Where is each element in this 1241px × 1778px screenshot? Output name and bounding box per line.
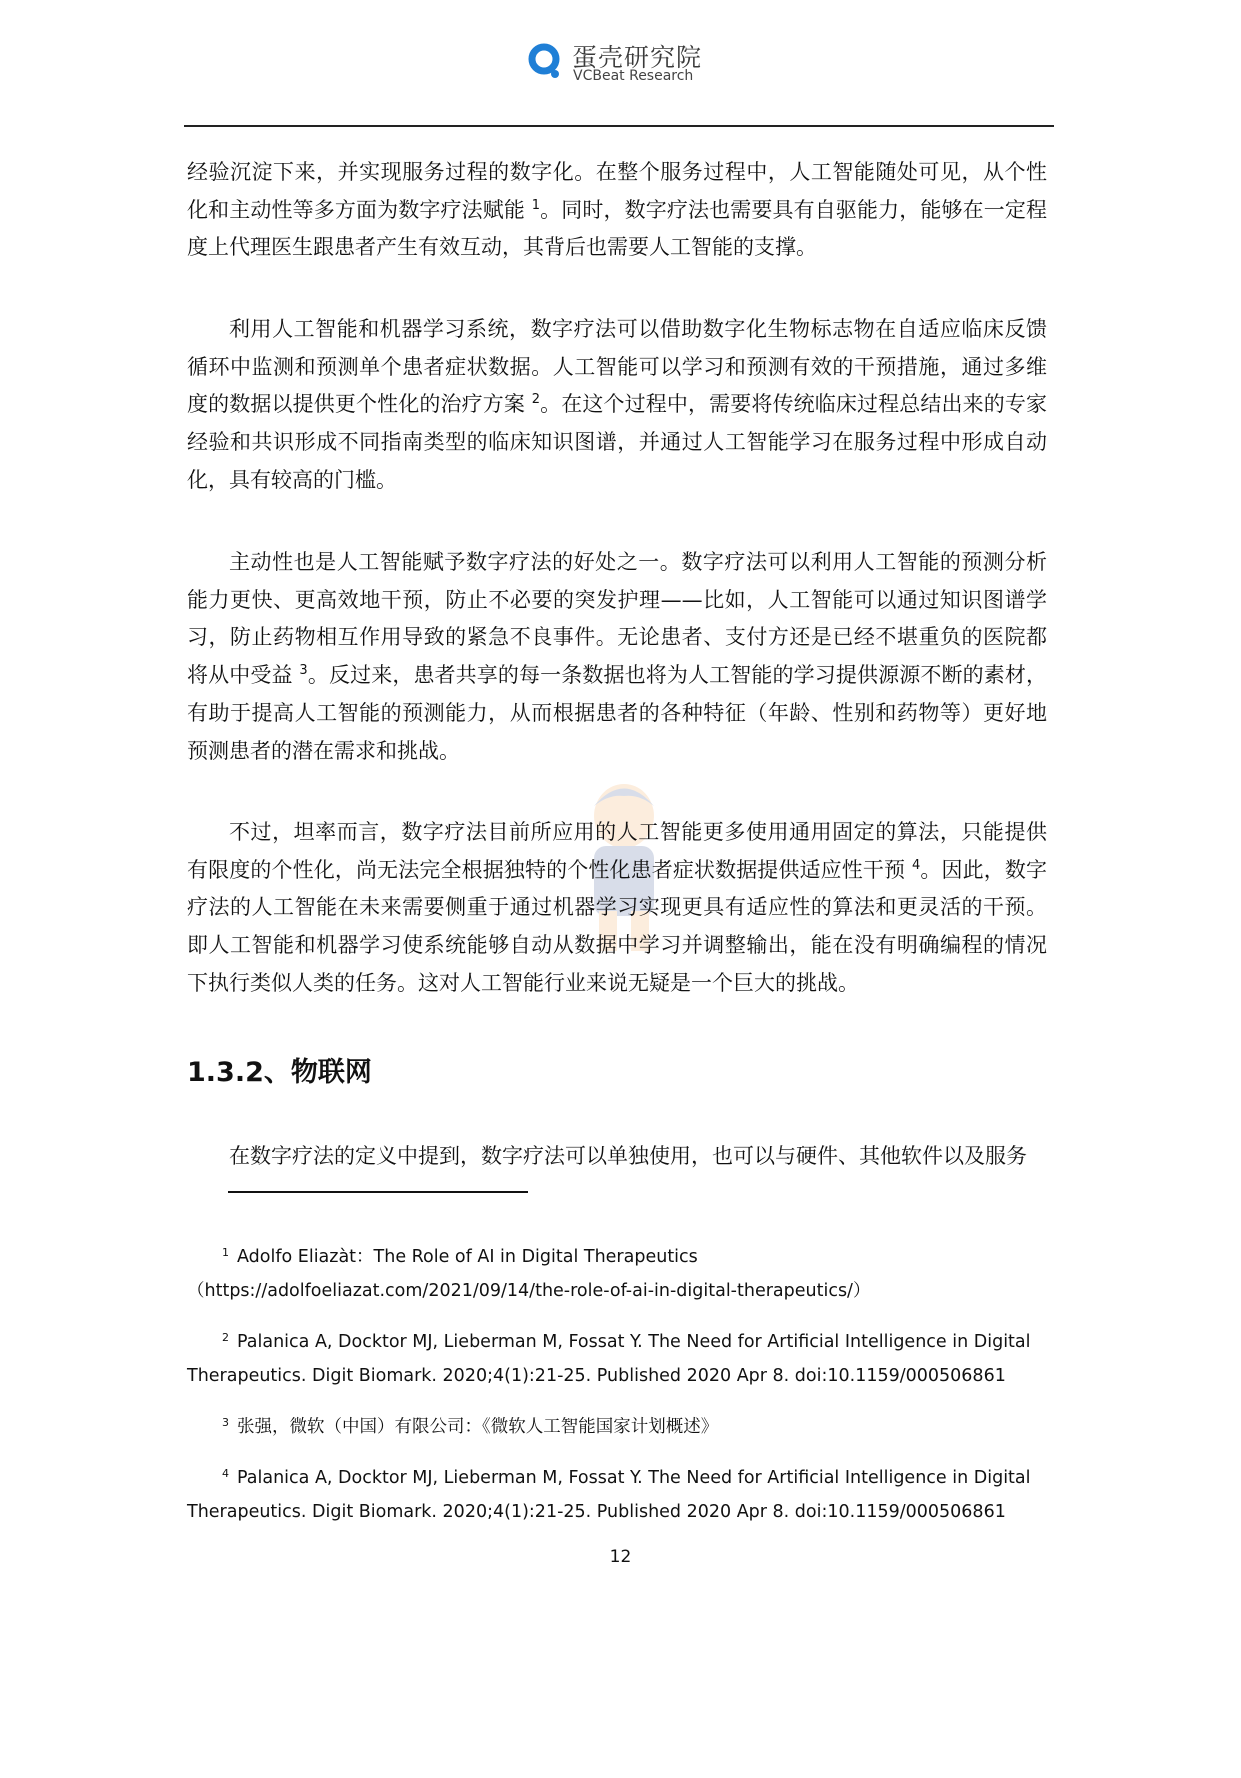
footnote-ref: 1 <box>531 197 541 213</box>
footnote-text: Palanica A, Docktor MJ, Lieberman M, Fossat Y. The Need for Artificial Intelligence in Digital Therapeutics. Digit Biomark. 2020;4(1):21-25. Published 2020 Apr 8. doi:10.1159/000506861 <box>187 1468 1031 1522</box>
body-paragraph: 不过，坦率而言，数字疗法目前所应用的人工智能更多使用通用固定的算法，只能提供有限度的个性化，尚无法完全根据独特的个性化患者症状数据提供适应性干预 $^4$。因此，数字疗法的人工智能在未来需要侧重于通过机器学习实现更具有适应性的算法和更灵活的干预。即人工智能和机器学习使系统能够自动从数据中学习并调整输出，能在没有明确编程的情况下执行类似人类的任务。这对人工智能行业来说无疑是一个巨大的挑战。 <box>187 820 1047 995</box>
footnote-divider <box>228 1191 528 1193</box>
body-paragraph: 在数字疗法的定义中提到，数字疗法可以单独使用，也可以与硬件、其他软件以及服务 <box>229 1144 1027 1168</box>
footnote <box>187 1325 1047 1393</box>
footnote-ref: 2 <box>531 392 541 408</box>
footnote-number: 2 <box>222 1331 229 1344</box>
footnote-ref: 4 <box>911 857 921 873</box>
footnote-ref: 3 <box>299 663 308 679</box>
footnote-number: 4 <box>222 1467 229 1480</box>
logo-text-cn: 蛋壳研究院 <box>572 43 703 72</box>
page-number: 12 <box>609 1547 632 1567</box>
footnote-number: 3 <box>222 1416 229 1429</box>
footnote-text: Adolfo Eliazàt：The Role of AI in Digital Therapeutics （https://adolfoeliazat.com/2021/09/14/the-role-of-ai-in-digital-therapeutics/） <box>187 1247 871 1301</box>
footnote-number: 1 <box>222 1246 229 1259</box>
footnote-text: Palanica A, Docktor MJ, Lieberman M, Fossat Y. The Need for Artificial Intelligence in Digital Therapeutics. Digit Biomark. 2020;4(1):21-25. Published 2020 Apr 8. doi:10.1159/000506861 <box>187 1332 1031 1386</box>
body-paragraph: 利用人工智能和机器学习系统，数字疗法可以借助数字化生物标志物在自适应临床反馈循环中监测和预测单个患者症状数据。人工智能可以学习和预测有效的干预措施，通过多维度的数据以提供更个性化的治疗方案 $^2$。在这个过程中，需要将传统临床过程总结出来的专家经验和共识形成不同指南类型的临床知识图谱，并通过人工智能学习在服务过程中形成自动化，具有较高的门槛。 <box>187 317 1047 492</box>
footnote <box>187 1410 1047 1444</box>
footnote <box>187 1461 1047 1529</box>
body-paragraph: 主动性也是人工智能赋予数字疗法的好处之一。数字疗法可以利用人工智能的预测分析能力更快、更高效地干预，防止不必要的突发护理——比如，人工智能可以通过知识图谱学习，防止药物相互作用导致的紧急不良事件。无论患者、支付方还是已经不堪重负的医院都将从中受益 $^3$。反过来，患者共享的每一条数据也将为人工智能的学习提供源源不断的素材，有助于提高人工智能的预测能力，从而根据患者的各种特征（年龄、性别和药物等）更好地预测患者的潜在需求和挑战。 <box>187 550 1047 763</box>
logo-text-en: VCBeat Research <box>573 68 694 84</box>
header-divider <box>184 125 1054 127</box>
header-logo <box>528 36 718 88</box>
vcbeat-logo-icon <box>528 42 562 80</box>
section-heading: 1.3.2、物联网 <box>187 1057 372 1088</box>
body-paragraph: 经验沉淀下来，并实现服务过程的数字化。在整个服务过程中，人工智能随处可见，从个性化和主动性等多方面为数字疗法赋能 $^1$。同时，数字疗法也需要具有自驱能力，能够在一定程度上代理医生跟患者产生有效互动，其背后也需要人工智能的支撑。 <box>187 160 1047 260</box>
footnote-text: 张强，微软（中国）有限公司：《微软人工智能国家计划概述》 <box>237 1417 719 1437</box>
footnote <box>187 1240 1047 1308</box>
